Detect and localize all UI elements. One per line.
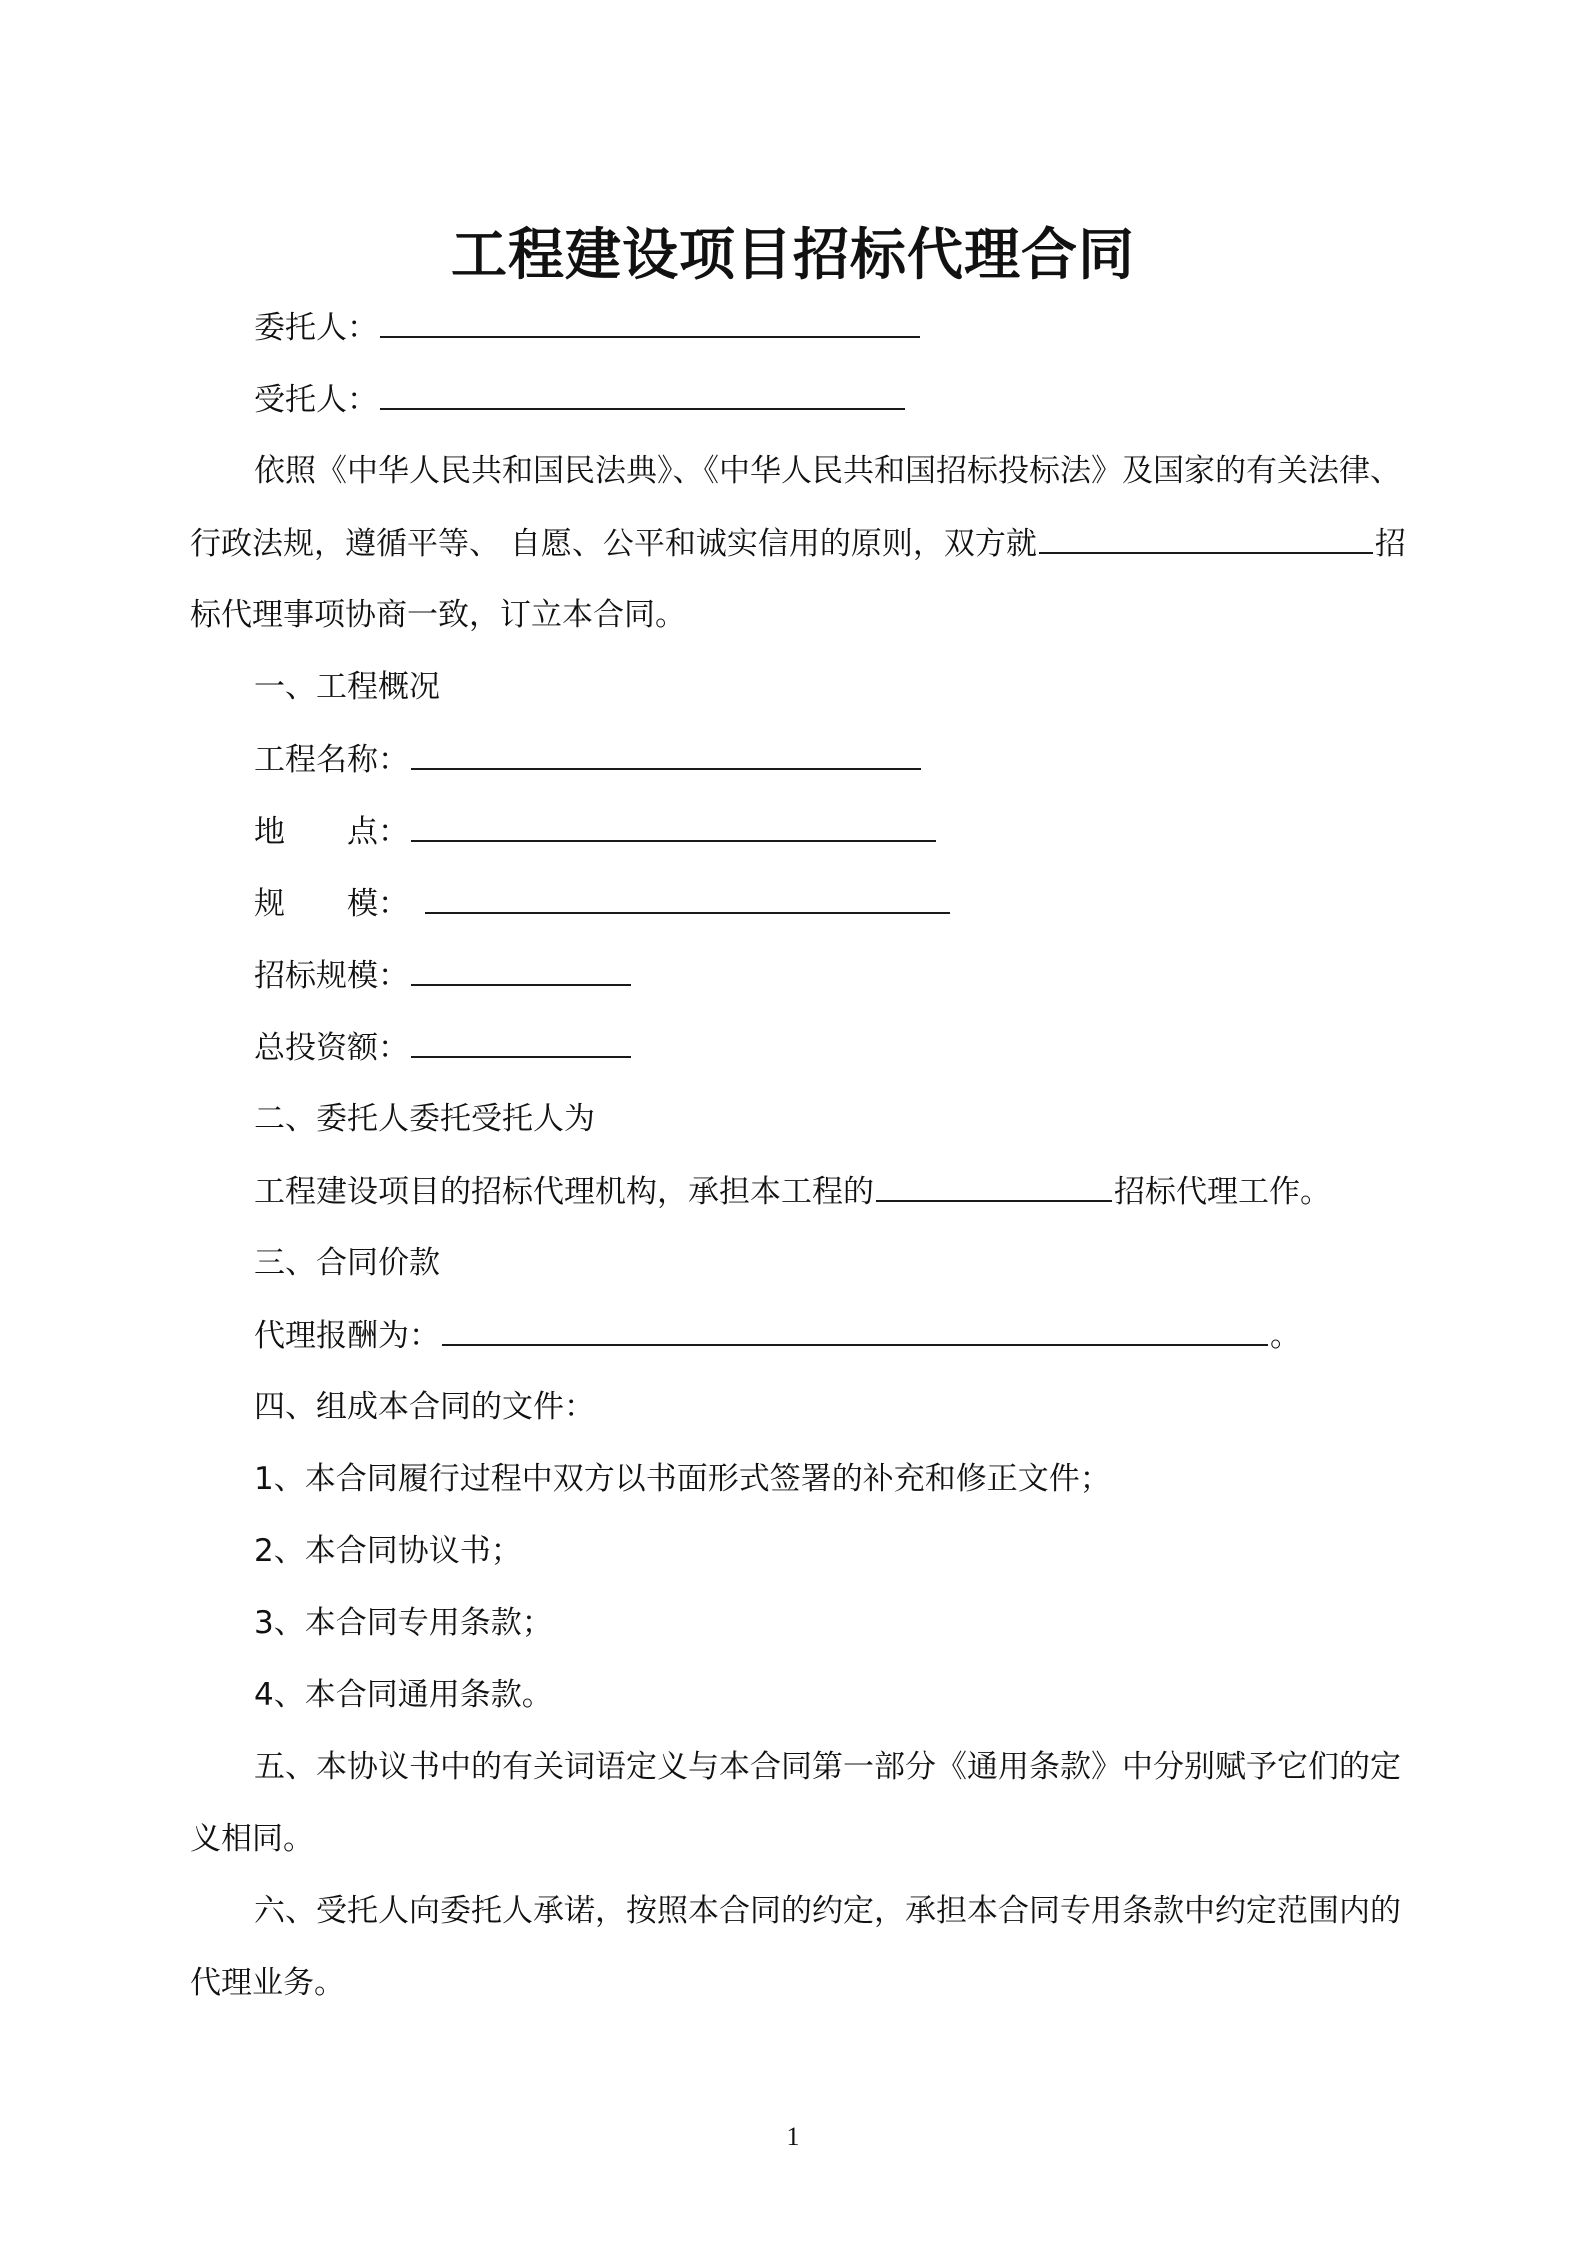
agent-label: 受托人： <box>254 382 378 418</box>
preamble-line-2: 行政法规，遵循平等、 自愿、公平和诚实信用的原则，双方就 招 <box>190 518 1406 568</box>
section-5-line-2: 义相同。 <box>190 1821 314 1857</box>
tender-scale-line: 招标规模： <box>254 950 633 1000</box>
project-name-blank[interactable] <box>411 734 921 770</box>
section-2-heading: 二、委托人委托受托人为 <box>254 1101 595 1137</box>
list-item: 3、本合同专用条款； <box>254 1605 553 1641</box>
section-2-text: 工程建设项目的招标代理机构，承担本工程的 招标代理工作。 <box>254 1166 1331 1216</box>
project-name-line: 工程名称： <box>254 734 923 784</box>
page-title: 工程建设项目招标代理合同 <box>451 223 1135 288</box>
agent-line <box>254 374 907 424</box>
total-investment-line: 总投资额： <box>254 1022 633 1072</box>
section-6-line-1: 六、受托人向委托人承诺，按照本合同的约定，承担本合同专用条款中约定范围内的 <box>254 1893 1401 1929</box>
client-label: 委托人： <box>254 310 378 346</box>
tender-scale-blank[interactable] <box>411 950 631 986</box>
section-1-heading: 一、工程概况 <box>254 669 440 705</box>
preamble-line-1: 依照《中华人民共和国民法典》、《中华人民共和国招标投标法》及国家的有关法律、 <box>254 453 1401 489</box>
client-line <box>254 302 922 352</box>
list-item: 2、本合同协议书； <box>254 1533 522 1569</box>
section-6-line-2: 代理业务。 <box>190 1965 345 2001</box>
agency-scope-blank[interactable] <box>876 1166 1112 1202</box>
section-5-line-1: 五、本协议书中的有关词语定义与本合同第一部分《通用条款》中分别赋予它们的定 <box>254 1749 1401 1785</box>
fee-blank[interactable] <box>442 1310 1268 1346</box>
preamble-line-3: 标代理事项协商一致，订立本合同。 <box>190 597 686 633</box>
page-number: 1 <box>786 2122 800 2151</box>
agent-blank[interactable] <box>380 374 905 410</box>
fee-line: 代理报酬为： 。 <box>254 1310 1301 1360</box>
list-item: 1、本合同履行过程中双方以书面形式签署的补充和修正文件； <box>254 1461 1111 1497</box>
tender-subject-blank[interactable] <box>1039 518 1373 554</box>
section-4-heading: 四、组成本合同的文件： <box>254 1389 595 1425</box>
total-investment-blank[interactable] <box>411 1022 631 1058</box>
client-blank[interactable] <box>380 302 920 338</box>
scale-blank[interactable] <box>425 878 950 914</box>
location-line: 地 点： <box>254 806 938 856</box>
location-blank[interactable] <box>411 806 936 842</box>
list-item: 4、本合同通用条款。 <box>254 1677 553 1713</box>
scale-line: 规 模： <box>254 878 952 928</box>
section-3-heading: 三、合同价款 <box>254 1245 440 1281</box>
